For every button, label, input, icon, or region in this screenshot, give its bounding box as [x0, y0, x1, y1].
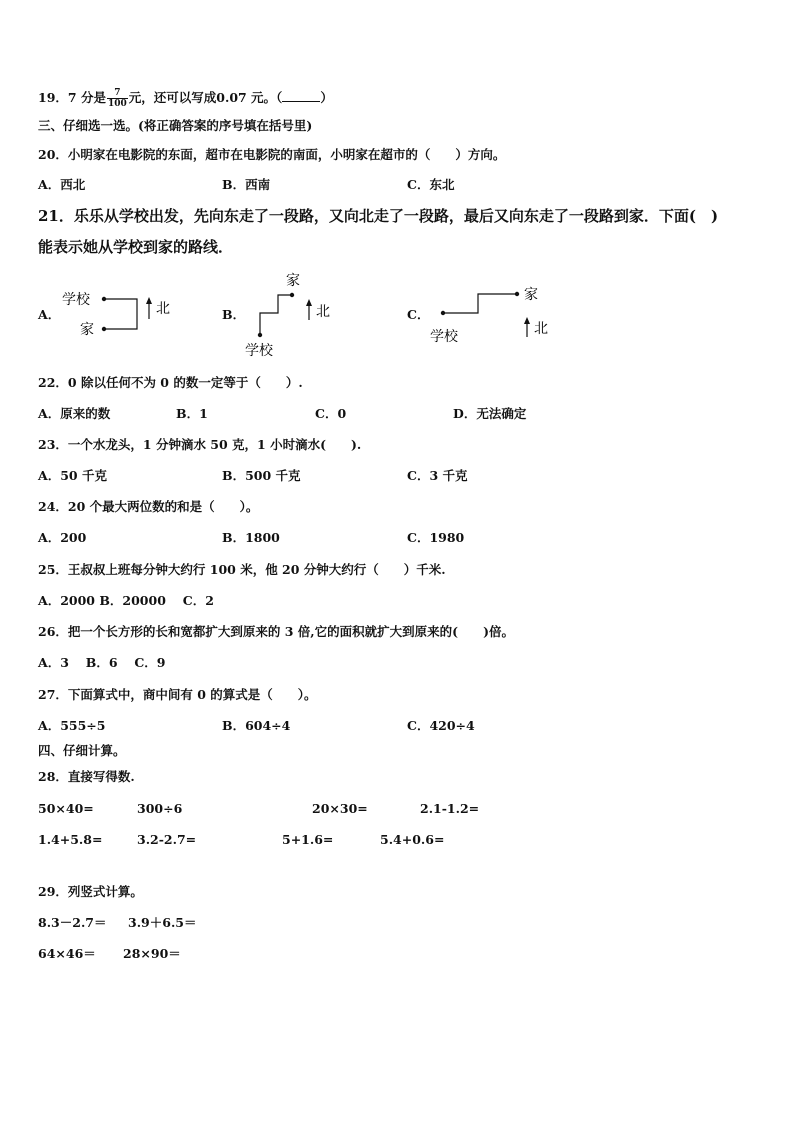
- question-26-options[interactable]: A．3 B．6 C．9: [38, 655, 166, 670]
- question-29-stem: 29．列竖式计算。: [38, 884, 143, 899]
- arrowhead-icon: [306, 299, 312, 306]
- home-label: 家: [524, 287, 538, 303]
- calc-item: 50×40=: [38, 801, 94, 816]
- north-label: 北: [316, 304, 330, 320]
- route-path: [104, 299, 137, 329]
- question-27-stem: 27．下面算式中，商中间有 0 的算式是（ ）。: [38, 687, 317, 702]
- calc-item: 3.2-2.7=: [137, 832, 197, 847]
- school-label: 学校: [62, 292, 90, 308]
- option-a[interactable]: A．: [38, 307, 61, 322]
- calc-item: 8.3－2.7＝: [38, 915, 107, 930]
- option-b[interactable]: B．604÷4: [222, 718, 291, 733]
- option-c[interactable]: C．3 千克: [407, 468, 468, 483]
- option-b[interactable]: B．500 千克: [222, 468, 301, 483]
- calc-item: 5+1.6=: [282, 832, 334, 847]
- option-c[interactable]: C．: [407, 307, 430, 322]
- home-label: 家: [286, 273, 300, 289]
- school-label: 学校: [245, 343, 273, 359]
- route-diagram-a: [62, 291, 170, 338]
- option-d[interactable]: D．无法确定: [453, 406, 527, 421]
- section-4-title: 四、仔细计算。: [38, 743, 126, 758]
- route-diagrams: [0, 265, 794, 360]
- calc-item: 1.4+5.8=: [38, 832, 103, 847]
- option-a[interactable]: A．555÷5: [38, 718, 106, 733]
- option-a[interactable]: A．原来的数: [38, 406, 111, 421]
- route-path: [443, 294, 517, 313]
- question-21-stem-line2: 能表示她从学校到家的路线．: [38, 238, 234, 256]
- calc-item: 5.4+0.6=: [380, 832, 445, 847]
- question-22-stem: 22．0 除以任何不为 0 的数一定等于（ ）.: [38, 375, 303, 390]
- fraction: $\frac{7}{100}$: [107, 88, 127, 109]
- answer-blank[interactable]: [282, 90, 320, 102]
- calc-item: 28×90＝: [123, 946, 181, 961]
- option-c[interactable]: C．420÷4: [407, 718, 475, 733]
- question-26-stem: 26．把一个长方形的长和宽都扩大到原来的 3 倍,它的面积就扩大到原来的( )倍。: [38, 624, 514, 639]
- home-label: 家: [80, 322, 94, 338]
- school-dot: [441, 311, 445, 315]
- section-3-title: 三、仔细选一选。(将正确答案的序号填在括号里): [38, 118, 313, 133]
- question-19: 19．7 分是 $\frac{7}{100}$ 元，还可以写成0.07 元。（ ）: [38, 88, 333, 109]
- question-25-stem: 25．王叔叔上班每分钟大约行 100 米，他 20 分钟大约行（ ）千米.: [38, 562, 446, 577]
- north-label: 北: [534, 321, 548, 337]
- option-c[interactable]: C．1980: [407, 530, 465, 545]
- north-label: 北: [156, 301, 170, 317]
- arrowhead-icon: [524, 317, 530, 324]
- question-25-options[interactable]: A．2000 B．20000 C．2: [38, 593, 214, 608]
- school-dot: [258, 333, 262, 337]
- school-label: 学校: [430, 329, 458, 345]
- calc-item: 3.9＋6.5＝: [128, 915, 197, 930]
- question-21-stem-line1: 21．乐乐从学校出发，先向东走了一段路，又向北走了一段路，最后又向东走了一段路到家．下面( ): [38, 207, 719, 225]
- question-24-stem: 24．20 个最大两位数的和是（ ）。: [38, 499, 259, 514]
- option-c[interactable]: C．0: [315, 406, 347, 421]
- question-28-stem: 28．直接写得数.: [38, 769, 135, 784]
- arrowhead-icon: [146, 297, 152, 304]
- home-dot: [290, 293, 294, 297]
- calc-item: 300÷6: [137, 801, 183, 816]
- option-a[interactable]: A．200: [38, 530, 87, 545]
- calc-item: 64×46＝: [38, 946, 96, 961]
- route-path: [260, 295, 292, 335]
- question-20-stem: 20．小明家在电影院的东面，超市在电影院的南面，小明家在超市的（ ）方向。: [38, 147, 506, 162]
- route-diagram-c: [430, 287, 548, 345]
- calc-item: 2.1-1.2=: [420, 801, 480, 816]
- option-b[interactable]: B．: [222, 307, 246, 322]
- option-b[interactable]: B．西南: [222, 177, 271, 192]
- home-dot: [102, 327, 106, 331]
- route-diagram-b: [245, 273, 330, 359]
- option-a[interactable]: A．西北: [38, 177, 86, 192]
- option-b[interactable]: B．1800: [222, 530, 280, 545]
- option-a[interactable]: A．50 千克: [38, 468, 107, 483]
- option-c[interactable]: C．东北: [407, 177, 455, 192]
- home-dot: [515, 292, 519, 296]
- calc-item: 20×30=: [312, 801, 368, 816]
- option-b[interactable]: B．1: [176, 406, 208, 421]
- school-dot: [102, 297, 106, 301]
- question-23-stem: 23．一个水龙头，1 分钟滴水 50 克，1 小时滴水( ).: [38, 437, 362, 452]
